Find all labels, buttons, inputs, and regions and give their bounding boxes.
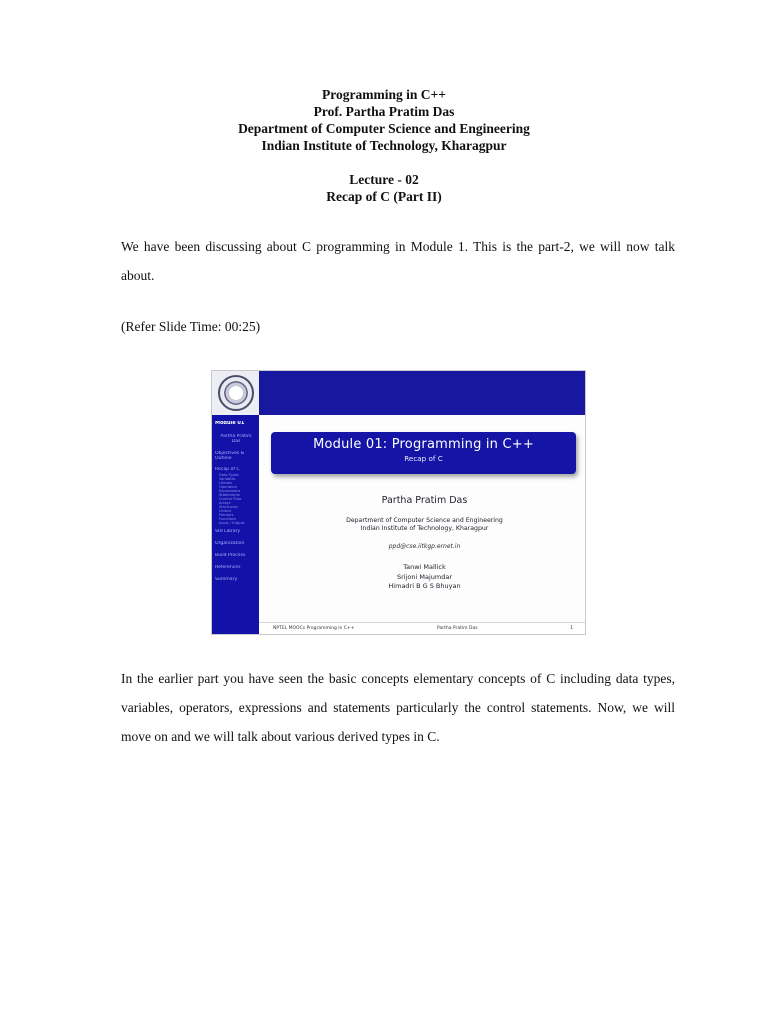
sidebar-subitem: Expressions: [219, 489, 241, 493]
slide-footer: [259, 622, 585, 634]
sidebar-objectives-line2: Outline: [215, 456, 232, 461]
sidebar-module: Module 01: [215, 421, 245, 426]
slide-department: [272, 517, 577, 533]
contributor-name: Srijoni Majumdar: [396, 572, 452, 581]
sidebar-section: Build Process: [215, 553, 246, 558]
lecture-number: Lecture - 02: [349, 172, 419, 187]
sidebar-subitem: Unions: [219, 509, 232, 513]
course-title: Programming in C++: [322, 87, 446, 102]
sidebar-section: References: [215, 565, 241, 570]
slide-sidebar: [212, 415, 259, 634]
slide-title: Module 01: Programming in C++: [313, 437, 534, 452]
department-name: Department of Computer Science and Engineering: [238, 121, 530, 136]
slide-top-bar: [259, 371, 585, 415]
closing-paragraph: In the earlier part you have seen the basic concepts elementary concepts of C including data types, variables, operators, expressions and statements particularly the control statements. Now, we will move on and we will talk about various derived types in C.: [121, 671, 675, 744]
sidebar-objectives-line1: Objectives &: [215, 451, 245, 456]
footer-page-number: 1: [570, 626, 573, 631]
refer-slide-time: (Refer Slide Time: 00:25): [121, 319, 261, 334]
sidebar-subitem: Literals: [219, 481, 233, 485]
footer-author: Partha Pratim Das: [437, 626, 478, 631]
sidebar-subitem: Input / Output: [219, 521, 245, 525]
sidebar-section: Summary: [215, 577, 238, 582]
sidebar-subitem: Variables: [219, 477, 236, 481]
contributor-name: Tanwi Mallick: [403, 563, 446, 571]
slide-subtitle: Recap of C: [404, 454, 443, 463]
sidebar-author-line2: Das: [231, 439, 241, 444]
slide-email: ppd@cse.iitkgp.ernet.in: [388, 543, 461, 550]
sidebar-subitem: Structures: [219, 505, 238, 509]
contributor-name: Himadri B G S Bhuyan: [388, 582, 461, 590]
sidebar-subitem: Control Flow: [219, 497, 242, 501]
sidebar-subitem: Arrays: [219, 501, 231, 505]
slide-dept-line: Indian Institute of Technology, Kharagpur: [360, 525, 489, 532]
sidebar-subitem: Statements: [219, 493, 240, 497]
sidebar-section: Std Library: [215, 529, 241, 534]
sidebar-recap: Recap of C: [215, 467, 240, 472]
sidebar-subitem: Pointers: [219, 513, 234, 517]
intro-paragraph: We have been discussing about C programming in Module 1. This is the part-2, we will now talk about.: [121, 239, 675, 283]
sidebar-subitem: Operators: [219, 485, 237, 489]
professor-name: Prof. Partha Pratim Das: [313, 104, 455, 119]
sidebar-section: Organization: [215, 541, 245, 546]
lecture-heading: [0, 171, 768, 205]
slide-dept-line: Department of Computer Science and Engineering: [346, 517, 503, 524]
slide-title-box: [271, 432, 576, 474]
lecture-slide-image: [211, 370, 586, 635]
sidebar-author-line1: Partha Pratim: [220, 434, 252, 439]
document-header: [0, 86, 768, 154]
slide-author: Partha Pratim Das: [381, 495, 468, 506]
institute-name: Indian Institute of Technology, Kharagpur: [261, 138, 507, 153]
institute-logo: [212, 371, 259, 415]
footer-course: NPTEL MOOCs Programming in C++: [273, 626, 355, 631]
lecture-title: Recap of C (Part II): [326, 189, 442, 204]
sidebar-subitem: Functions: [219, 517, 237, 521]
slide-contributors: [272, 563, 577, 592]
sidebar-subitem: Data Types: [219, 473, 239, 477]
